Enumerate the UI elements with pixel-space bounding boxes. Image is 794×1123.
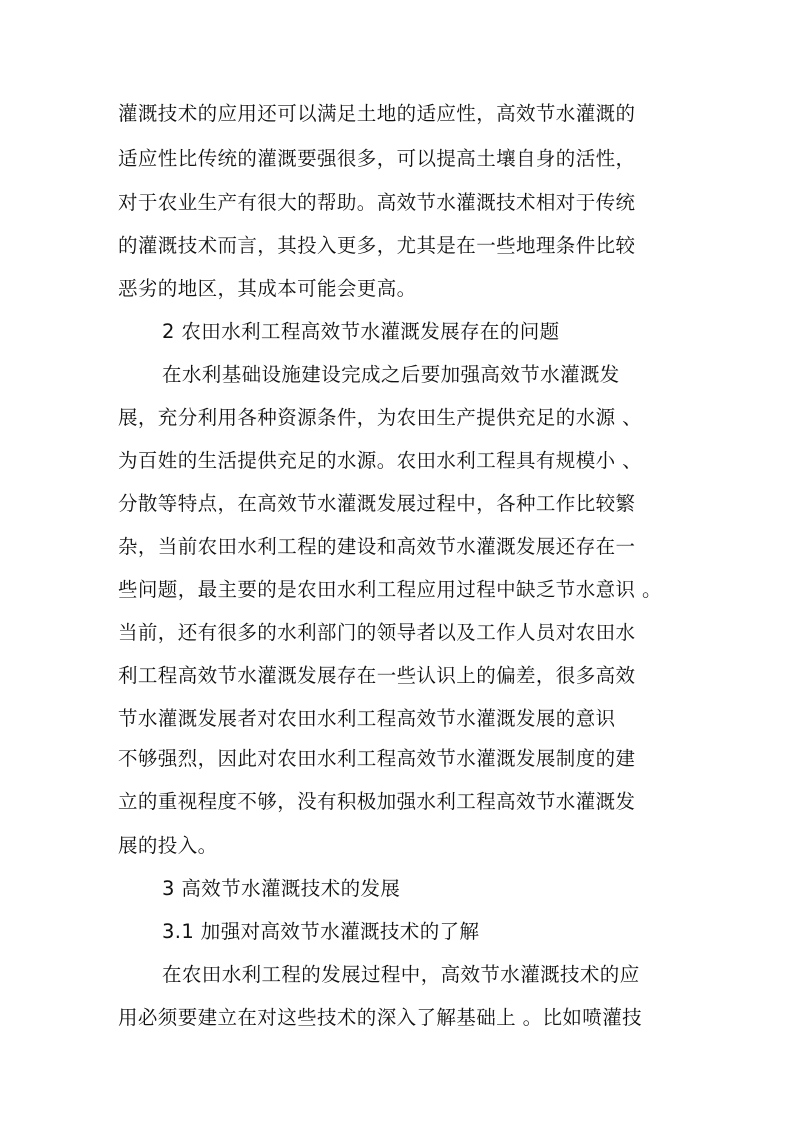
text-line: 为百姓的生活提供充足的水源。农田水利工程具有规模小 、 — [118, 449, 642, 472]
text-line: 杂，当前农田水利工程的建设和高效节水灌溉发展还存在一 — [118, 535, 636, 558]
text-line: 灌溉技术的应用还可以满足土地的适应性，高效节水灌溉的 — [118, 102, 636, 125]
text-line: 在农田水利工程的发展过程中，高效节水灌溉技术的应 — [162, 963, 640, 986]
text-line: 利工程高效节水灌溉发展存在一些认识上的偏差，很多高效 — [118, 664, 636, 687]
section-heading: 3 高效节水灌溉技术的发展 — [162, 877, 401, 900]
text-line: 立的重视程度不够，没有积极加强水利工程高效节水灌溉发 — [118, 790, 636, 813]
text-line: 不够强烈，因此对农田水利工程高效节水灌溉发展制度的建 — [118, 747, 636, 770]
section-heading: 2 农田水利工程高效节水灌溉发展存在的问题 — [162, 320, 560, 343]
text-line: 展，充分利用各种资源条件，为农田生产提供充足的水源 、 — [118, 406, 642, 429]
subsection-heading: 3.1 加强对高效节水灌溉技术的了解 — [162, 920, 480, 943]
text-line: 当前，还有很多的水利部门的领导者以及工作人员对农田水 — [118, 621, 636, 644]
text-line: 分散等特点，在高效节水灌溉发展过程中，各种工作比较繁 — [118, 492, 636, 515]
text-line: 的灌溉技术而言，其投入更多，尤其是在一些地理条件比较 — [118, 234, 636, 257]
text-line: 展的投入。 — [118, 834, 218, 857]
text-line: 在水利基础设施建设完成之后要加强高效节水灌溉发 — [162, 363, 620, 386]
text-line: 用必须要建立在对这些技术的深入了解基础上 。比如喷灌技 — [118, 1006, 642, 1029]
text-line: 对于农业生产有很大的帮助。高效节水灌溉技术相对于传统 — [118, 191, 636, 214]
text-line: 节水灌溉发展者对农田水利工程高效节水灌溉发展的意识 — [118, 707, 616, 730]
text-line: 些问题，最主要的是农田水利工程应用过程中缺乏节水意识 。 — [118, 578, 662, 601]
text-line: 适应性比传统的灌溉要强很多，可以提高土壤自身的活性， — [118, 147, 636, 170]
text-line: 恶劣的地区，其成本可能会更高。 — [118, 277, 417, 300]
